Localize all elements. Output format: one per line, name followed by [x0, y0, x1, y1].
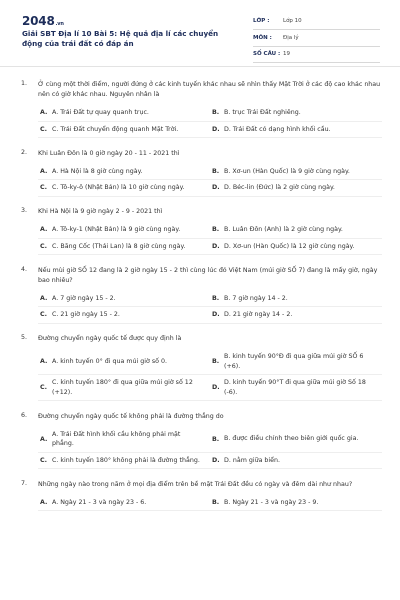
question-number: 4.	[21, 265, 28, 273]
option-b[interactable]	[210, 427, 382, 453]
option-text: B. Xơ-un (Hàn Quốc) là 9 giờ cùng ngày.	[224, 167, 350, 175]
option-a[interactable]	[38, 222, 210, 239]
option-text: D. Trái Đất có dạng hình khối cầu.	[224, 125, 331, 133]
option-text: C. kinh tuyến 180° không phải là đường thẳng.	[52, 456, 200, 464]
option-letter: D.	[212, 125, 220, 133]
option-text: A. Trái Đất hình khối cầu không phải mặt phẳng.	[52, 430, 181, 447]
question-number: 1.	[21, 80, 28, 87]
option-c[interactable]	[38, 122, 210, 139]
option-letter: B.	[212, 498, 220, 506]
question-list	[0, 80, 400, 522]
option-grid	[38, 427, 382, 470]
header-divider	[0, 66, 400, 67]
option-text: D. Xơ-un (Hàn Quốc) là 12 giờ cùng ngày.	[224, 242, 355, 250]
question-text: Đường chuyển ngày quốc tế không phải là đường thẳng do	[38, 412, 224, 420]
option-grid	[38, 349, 382, 401]
question-number: 7.	[21, 479, 28, 487]
meta-value: Lớp 10	[283, 18, 302, 24]
option-text: C. kinh tuyến 180° đi qua giữa múi giờ số 12 (+12).	[52, 379, 193, 396]
option-b[interactable]	[210, 164, 382, 181]
option-text: B. 7 giờ ngày 14 - 2.	[224, 294, 288, 302]
option-letter: C.	[40, 384, 48, 391]
question-item	[0, 80, 400, 138]
meta-row-class	[253, 15, 380, 30]
meta-panel	[253, 15, 380, 65]
option-letter: B.	[212, 109, 220, 117]
option-text: D. kinh tuyến 90°T đi qua giữa múi giờ Số 18 (-6).	[224, 379, 366, 396]
option-letter: A.	[40, 294, 48, 302]
option-text: D. nằm giữa biển.	[224, 456, 281, 464]
question-item	[0, 149, 400, 197]
option-c[interactable]	[38, 375, 210, 401]
question-text: Khi Luân Đôn là 0 giờ ngày 20 - 11 - 2021 thì	[38, 149, 180, 157]
option-letter: D.	[212, 242, 220, 250]
option-c[interactable]	[38, 453, 210, 470]
option-grid	[38, 291, 382, 324]
option-text: C. 21 giờ ngày 15 - 2.	[52, 311, 120, 318]
option-text: C. Trái Đất chuyển động quanh Mặt Trời.	[52, 125, 179, 133]
meta-label: SỐ CÂU :	[253, 51, 281, 57]
option-text: D. 21 giờ ngày 14 - 2.	[224, 311, 293, 318]
option-b[interactable]	[210, 291, 382, 308]
option-a[interactable]	[38, 427, 210, 453]
option-letter: A.	[40, 358, 48, 365]
option-letter: C.	[40, 125, 48, 133]
meta-label: MÔN :	[253, 34, 272, 41]
option-text: B. Luân Đôn (Anh) là 2 giờ cùng ngày.	[224, 226, 343, 233]
option-grid	[38, 105, 382, 138]
option-text: A. Tô-ky-1 (Nhật Bản) là 9 giờ cùng ngày.	[52, 226, 181, 233]
meta-value: 19	[283, 51, 290, 57]
option-grid	[38, 164, 382, 197]
option-letter: B.	[212, 358, 220, 365]
meta-label: LỚP :	[253, 18, 270, 24]
option-letter: A.	[40, 167, 48, 175]
question-number: 6.	[21, 411, 28, 419]
question-text: Nếu mùi giờ SỐ 12 đang là 2 giờ ngày 15 - 2 thì cùng lúc đó Việt Nam (múi giờ SỐ 7) đang là mấy giờ, ngày bao nhiêu?	[38, 266, 378, 284]
option-text: A. 7 giờ ngày 15 - 2.	[52, 294, 116, 302]
option-text: A. Hà Nội là 8 giờ cùng ngày.	[52, 167, 143, 175]
option-d[interactable]	[210, 239, 382, 256]
option-a[interactable]	[38, 495, 210, 512]
option-text: C. Tô-ky-ô (Nhật Bản) là 10 giờ cùng ngày.	[52, 184, 185, 191]
option-c[interactable]	[38, 307, 210, 324]
option-d[interactable]	[210, 307, 382, 324]
option-letter: B.	[212, 167, 220, 175]
logo-text: 2048	[22, 14, 55, 28]
option-letter: A.	[40, 109, 48, 117]
question-number: 3.	[21, 207, 28, 214]
option-text: C. Băng Cốc (Thái Lan) là 8 giờ cùng ngày.	[52, 242, 186, 250]
site-logo[interactable]	[22, 14, 64, 28]
question-text: Ở cùng một thời điểm, người đứng ở các kinh tuyến khác nhau sẽ nhìn thấy Mặt Trời ở các độ cao khác nhau nên có giờ khác nhau. Nguyên nhân là	[38, 81, 381, 98]
question-item	[0, 334, 400, 401]
question-item	[0, 207, 400, 255]
option-letter: C.	[40, 184, 48, 192]
meta-value: Địa lý	[283, 34, 299, 41]
question-number: 2.	[21, 148, 28, 156]
question-number: 5.	[21, 334, 28, 341]
meta-row-subject	[253, 32, 380, 47]
question-text: Những ngày nào trong năm ở mọi địa điểm trên bề mặt Trái Đất đều có ngày và đêm dài như nhau?	[38, 480, 353, 488]
option-letter: B.	[212, 435, 220, 443]
option-a[interactable]	[38, 164, 210, 181]
option-a[interactable]	[38, 349, 210, 375]
option-d[interactable]	[210, 180, 382, 197]
option-text: A. Trái Đất tự quay quanh trục.	[52, 109, 149, 116]
option-letter: B.	[212, 294, 220, 302]
option-text: A. Ngày 21 - 3 và ngày 23 - 6.	[52, 498, 147, 506]
question-item	[0, 480, 400, 512]
document-title: Giải SBT Địa lí 10 Bài 5: Hệ quả địa lí các chuyển động của trái đất có đáp án	[22, 29, 219, 48]
option-letter: C.	[40, 456, 48, 464]
option-a[interactable]	[38, 291, 210, 308]
option-grid	[38, 222, 382, 255]
option-a[interactable]	[38, 105, 210, 122]
option-letter: C.	[40, 311, 48, 319]
option-letter: B.	[212, 226, 220, 234]
option-letter: A.	[40, 226, 48, 234]
option-d[interactable]	[210, 375, 382, 401]
option-text: A. kinh tuyến 0° đi qua múi giờ số 0.	[52, 357, 168, 365]
question-item	[0, 266, 400, 324]
option-letter: D.	[212, 311, 220, 319]
option-text: B. được điều chỉnh theo biên giới quốc gia.	[224, 435, 359, 443]
option-letter: A.	[40, 498, 48, 506]
question-text: Khi Hà Nội là 9 giờ ngày 2 - 9 - 2021 thì	[38, 208, 163, 215]
option-b[interactable]	[210, 222, 382, 239]
page-header	[0, 0, 400, 64]
option-c[interactable]	[38, 239, 210, 256]
option-text: B. Ngày 21 - 3 và ngày 23 - 9.	[224, 498, 319, 506]
option-b[interactable]	[210, 105, 382, 122]
option-letter: D.	[212, 184, 220, 192]
option-grid	[38, 495, 382, 512]
option-b[interactable]	[210, 349, 382, 375]
meta-row-count	[253, 48, 380, 63]
question-text: Đường chuyển ngày quốc tế được quy định là	[38, 335, 182, 342]
option-b[interactable]	[210, 495, 382, 512]
option-letter: D.	[212, 384, 220, 391]
option-d[interactable]	[210, 453, 382, 470]
option-letter: D.	[212, 456, 220, 464]
option-d[interactable]	[210, 122, 382, 139]
option-letter: A.	[40, 435, 48, 443]
option-text: B. kinh tuyến 90°Đ đi qua giữa múi giờ SỐ 6 (+6).	[224, 353, 364, 370]
option-text: D. Béc-lin (Đức) là 2 giờ cùng ngày.	[224, 184, 335, 191]
option-c[interactable]	[38, 180, 210, 197]
option-letter: C.	[40, 242, 48, 250]
logo-suffix: .vn	[55, 21, 64, 27]
option-text: B. trục Trái Đất nghiêng.	[224, 109, 301, 116]
question-item	[0, 412, 400, 470]
